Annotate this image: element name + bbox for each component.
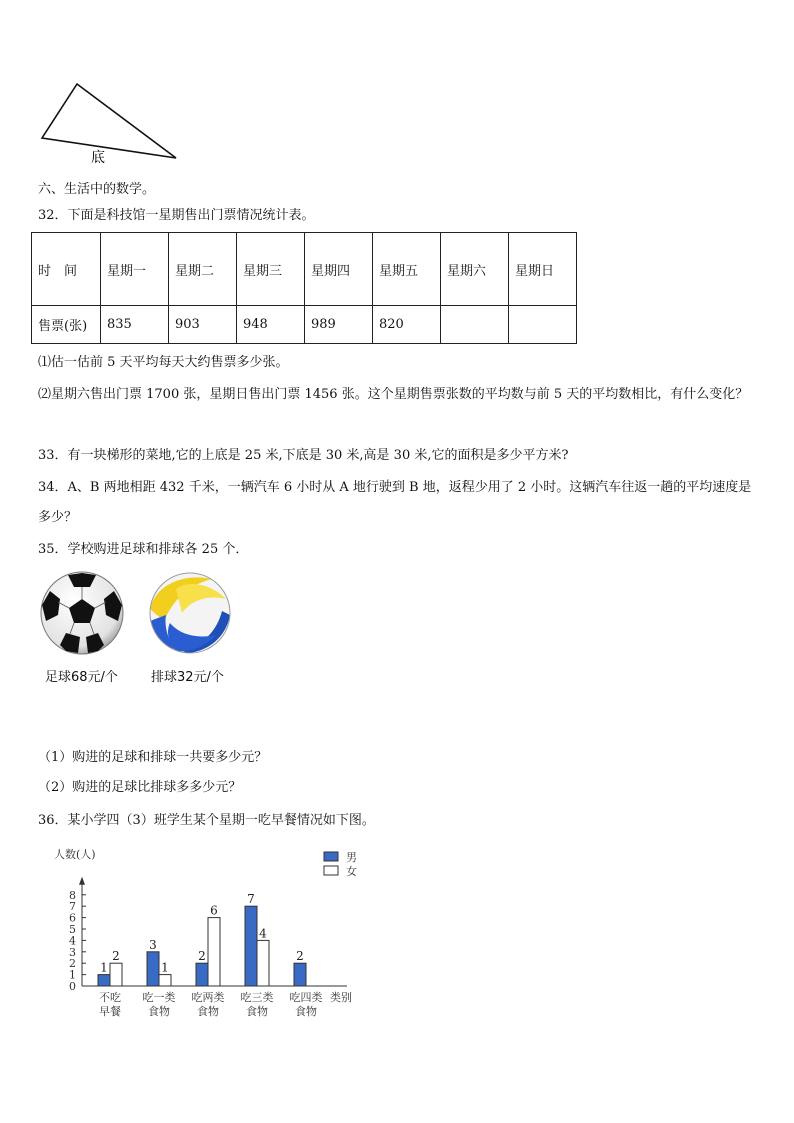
y-axis-label: 人数(人) (54, 848, 96, 861)
y-tick-label: 0 (69, 980, 76, 993)
bar-female (257, 940, 269, 986)
day-header: 星期五 (373, 233, 441, 306)
category-label: 食物 (197, 1005, 219, 1018)
bar-value-label: 2 (198, 949, 206, 964)
bar-female (159, 975, 171, 986)
bar-male (147, 952, 159, 986)
legend-swatch (324, 866, 338, 875)
bar-value-label: 3 (149, 937, 157, 952)
football-image (38, 569, 126, 657)
q32-stem: 32．下面是科技馆一星期售出门票情况统计表。 (38, 208, 315, 223)
section-title: 六、生活中的数学。 (38, 182, 156, 197)
bar-value-label: 4 (259, 926, 267, 941)
y-tick-label: 6 (69, 911, 76, 925)
y-tick-label: 8 (69, 888, 76, 902)
category-label: 食物 (148, 1005, 170, 1018)
y-tick-label: 7 (69, 900, 76, 914)
triangle-base-label: 底 (91, 150, 105, 166)
row-header-time: 时 间 (32, 233, 101, 306)
bar-value-label: 1 (161, 960, 169, 975)
ticket-value: 820 (373, 306, 441, 344)
bar-value-label: 2 (296, 949, 304, 964)
day-header: 星期二 (169, 233, 237, 306)
ticket-value: 835 (101, 306, 169, 344)
bar-value-label: 1 (100, 960, 108, 975)
q36-stem: 36．某小学四（3）班学生某个星期一吃早餐情况如下图。 (38, 813, 375, 828)
bar-value-label: 2 (112, 949, 120, 964)
volleyball-caption: 排球32元/个 (151, 670, 224, 685)
q35-stem: 35．学校购进足球和排球各 25 个． (38, 542, 249, 557)
day-header: 星期四 (305, 233, 373, 306)
bar-female (110, 963, 122, 986)
ticket-value: 903 (169, 306, 237, 344)
legend-swatch (324, 852, 338, 861)
bar-female (208, 918, 220, 986)
row-header-tickets: 售票(张) (32, 306, 101, 344)
y-tick-label: 1 (69, 968, 76, 982)
category-label: 不吃 (99, 991, 121, 1004)
category-label: 食物 (295, 1005, 317, 1018)
day-header: 星期六 (441, 233, 509, 306)
y-tick-label: 5 (69, 923, 76, 936)
ticket-table (31, 232, 577, 344)
bar-value-label: 7 (247, 892, 255, 907)
bar-male (196, 963, 208, 986)
bar-value-label: 6 (210, 903, 218, 918)
day-header: 星期一 (101, 233, 169, 306)
q32-part2: ⑵星期六售出门票 1700 张，星期日售出门票 1456 张。这个星期售票张数的平均数与前 5 天的平均数相比，有什么变化？ (38, 387, 749, 402)
football-caption: 足球68元/个 (45, 670, 118, 685)
day-header: 星期三 (237, 233, 305, 306)
bar-male (98, 975, 110, 986)
category-label: 吃一类 (142, 991, 176, 1004)
category-label: 吃三类 (240, 991, 274, 1004)
ticket-value (441, 306, 509, 344)
breakfast-bar-chart (50, 840, 390, 1030)
day-header: 星期日 (509, 233, 577, 306)
ticket-value: 948 (237, 306, 305, 344)
category-label: 食物 (246, 1005, 268, 1018)
y-tick-label: 2 (69, 957, 76, 971)
y-tick-label: 3 (69, 945, 76, 959)
triangle-figure (36, 78, 186, 168)
volleyball-image (146, 569, 234, 657)
ticket-value (509, 306, 577, 344)
bar-male (294, 963, 306, 986)
category-label: 早餐 (99, 1005, 121, 1018)
category-label: 吃四类 (289, 991, 323, 1004)
q35-part1: （1）购进的足球和排球一共要多少元？ (38, 750, 268, 765)
y-axis-arrow (79, 877, 85, 885)
x-axis-label: 类别 (330, 991, 352, 1004)
q32-part1: ⑴估一估前 5 天平均每天大约售票多少张。 (38, 355, 289, 370)
bar-male (245, 906, 257, 986)
q34-text: 34．A、B 两地相距 432 千米，一辆汽车 6 小时从 A 地行驶到 B 地，返程少用了 2 小时。这辆汽车往返一趟的平均速度是多少？ (38, 480, 752, 525)
triangle-shape (42, 84, 176, 158)
q35-part2: （2）购进的足球比排球多多少元？ (38, 780, 242, 795)
y-tick-label: 4 (69, 934, 76, 948)
legend-label: 女 (346, 865, 357, 878)
category-label: 吃两类 (191, 991, 225, 1004)
legend-label: 男 (346, 851, 357, 864)
ticket-value: 989 (305, 306, 373, 344)
q33-text: 33．有一块梯形的菜地,它的上底是 25 米,下底是 30 米,高是 30 米,它的面积是多少平方米? (38, 448, 569, 463)
